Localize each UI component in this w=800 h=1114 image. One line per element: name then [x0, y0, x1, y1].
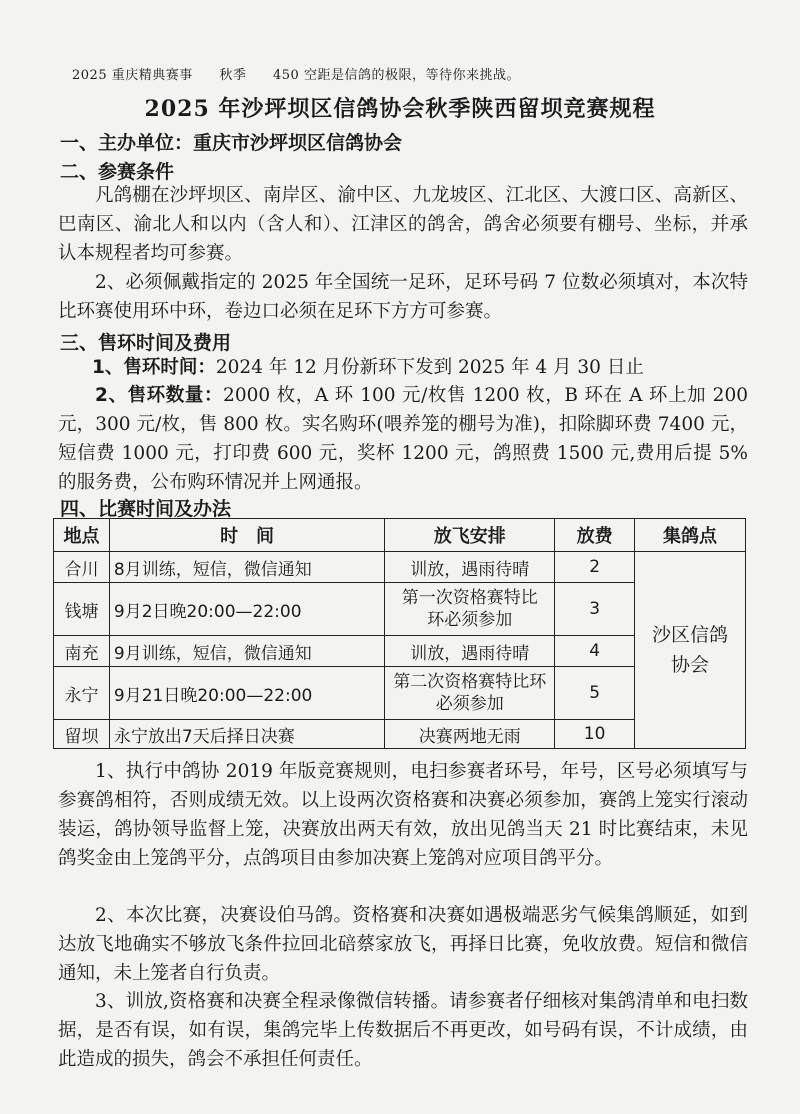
col-header-place: 地点 [54, 519, 110, 552]
ring-sale-time-value: 2024 年 12 月份新环下发到 2025 年 4 月 30 日止 [215, 357, 644, 378]
cell-plan: 训放，遇雨待晴 [385, 636, 555, 667]
cell-collection-point [635, 552, 746, 749]
ring-sale-quantity [58, 381, 748, 497]
cell-fee: 5 [555, 667, 635, 720]
section-schedule-heading: 四、比赛时间及办法 [60, 498, 232, 520]
cell-time: 9月2日晚20:00—22:00 [109, 583, 384, 636]
header-slogan: 450 空距是信鸽的极限，等待你来挑战。 [273, 68, 520, 83]
section-ring-sales-heading: 三、售环时间及费用 [60, 332, 232, 354]
cell-plan [385, 667, 555, 720]
col-header-time: 时 间 [109, 519, 384, 552]
rules-paragraph-2: 2、本次比赛，决赛设伯马鸽。资格赛和决赛如遇极端恶劣气候集鸽顺延，如到达放飞地确实不够放飞条件拉回北碚蔡家放飞，再择日比赛，免收放费。短信和微信通知，未上笼者自行负责。 [58, 905, 748, 984]
cell-time: 9月21日晚20:00—22:00 [109, 667, 384, 720]
cell-fee: 4 [555, 636, 635, 667]
ring-sale-quantity-value: 2000 枚，A 环 100 元/枚售 1200 枚，B 环在 A 环上加 200 元，300 元/枚，售 800 枚。实名购环(喂养笼的棚号为准)，扣除脚环费 7400 元，短信费 1000 元，打印费 600 元，奖杯 1200 元，鸽照费 1500 元,费用后提 5%的服务费，公布购环情况并上网通报。 [58, 385, 748, 493]
race-schedule-table [53, 518, 746, 749]
section-eligibility-heading: 二、参赛条件 [60, 161, 175, 183]
eligibility-paragraph-1: 凡鸽棚在沙坪坝区、南岸区、渝中区、九龙坡区、江北区、大渡口区、高新区、巴南区、渝北人和以内（含人和）、江津区的鸽舍，鸽舍必须要有棚号、坐标，并承认本规程者均可参赛。 [58, 185, 748, 264]
cell-time: 8月训练，短信，微信通知 [109, 552, 384, 583]
collection-point-text: 沙区信鸽协会 [652, 624, 729, 676]
col-header-collection: 集鸽点 [635, 519, 746, 552]
table-header-row [54, 519, 746, 552]
header-event: 2025 重庆精典赛事 [72, 68, 193, 83]
cell-place: 留坝 [54, 720, 110, 749]
cell-fee: 2 [555, 552, 635, 583]
cell-plan: 训放，遇雨待晴 [385, 552, 555, 583]
header-season: 秋季 [219, 68, 247, 83]
section-organizer-heading: 一、主办单位：重庆市沙坪坝区信鸽协会 [60, 132, 403, 154]
eligibility-paragraph-2: 2、必须佩戴指定的 2025 年全国统一足环，足环号码 7 位数必须填对，本次特比环赛使用环中环，卷边口必须在足环下方方可参赛。 [58, 272, 748, 322]
col-header-fee: 放费 [555, 519, 635, 552]
ring-sale-quantity-label: 2、售环数量： [95, 385, 224, 406]
cell-place: 钱塘 [54, 583, 110, 636]
cell-time: 9月训练，短信，微信通知 [109, 636, 384, 667]
ring-sale-time [92, 353, 644, 379]
rules-paragraph-1: 1、执行中鸽协 2019 年版竞赛规则，电扫参赛者环号，年号，区号必须填写与参赛鸽相符，否则成绩无效。以上设两次资格赛和决赛必须参加，赛鸽上笼实行滚动装运，鸽协领导监督上笼，决赛放出两天有效，放出见鸽当天 21 时比赛结束，未见鸽奖金由上笼鸽平分，点鸽项目由参加决赛上笼鸽对应项目鸽平分。 [58, 761, 748, 869]
table-row [54, 552, 746, 583]
cell-fee: 3 [555, 583, 635, 636]
cell-time: 永宁放出7天后择日决赛 [109, 720, 384, 749]
cell-plan [385, 583, 555, 636]
col-header-plan: 放飞安排 [385, 519, 555, 552]
document-title: 2025 年沙坪坝区信鸽协会秋季陕西留坝竞赛规程 [144, 96, 656, 122]
cell-place: 永宁 [54, 667, 110, 720]
rules-paragraph-3: 3、训放,资格赛和决赛全程录像微信转播。请参赛者仔细核对集鸽清单和电扫数据，是否有误，如有误，集鸽完毕上传数据后不再更改，如号码有误，不计成绩，由此造成的损失，鸽会不承担任何责任。 [58, 991, 748, 1070]
ring-sale-time-label: 1、售环时间： [92, 357, 216, 378]
cell-plan-text: 第二次资格赛特比环必须参加 [393, 672, 547, 714]
running-header [72, 64, 542, 83]
cell-plan: 决赛两地无雨 [385, 720, 555, 749]
cell-place: 南充 [54, 636, 110, 667]
cell-fee: 10 [555, 720, 635, 749]
cell-plan-text: 第一次资格赛特比环必须参加 [401, 588, 538, 630]
cell-place: 合川 [54, 552, 110, 583]
